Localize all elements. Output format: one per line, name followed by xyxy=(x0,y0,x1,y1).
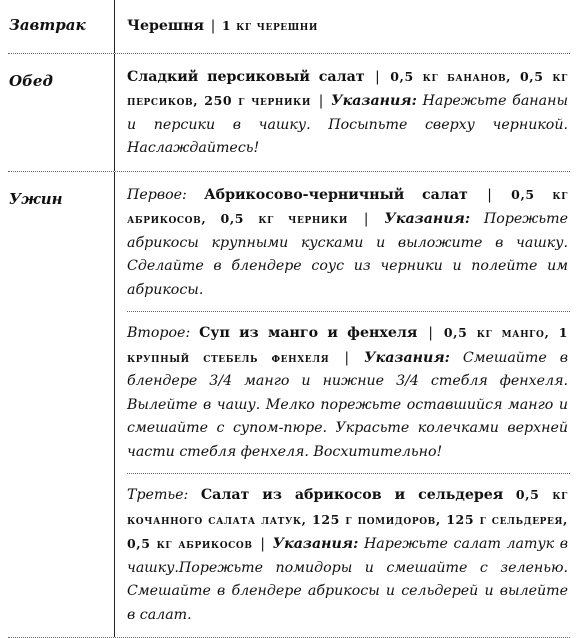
instructions-text: Нарежьте салат латук в чашку.Порежьте помидоры и смешайте с зеленью. Смешайте в блендере абрикосы и сельдерей и вылейте в салат. xyxy=(127,536,568,623)
breakfast-label: Завтрак xyxy=(8,0,114,53)
ingredients: 0,5 кг манго, 1 крупный стебель фенхеля xyxy=(127,325,568,365)
instructions-text: Порежьте абрикосы крупными кусками и выложите в чашку. Сделайте в блендере соус из черники и полейте им абрикосы. xyxy=(127,211,568,298)
separator: | xyxy=(342,350,351,366)
dinner-body xyxy=(114,172,570,638)
separator: | xyxy=(317,93,326,109)
lunch-recipe xyxy=(127,54,568,171)
instructions-text: Смешайте в блендере 3/4 манго и нижние 3/4 стебля фенхеля. Вылейте в чашу. Мелко порежьте оставшийся манго и смешайте с супом-пюре. Украсьте колечками верхней части стебля фенхеля. Восхитительно! xyxy=(127,350,568,460)
course-label: Третье: xyxy=(127,487,188,503)
lunch-body xyxy=(114,54,570,171)
dish-title: Черешня xyxy=(127,18,204,34)
ingredients: 0,5 кг кочанного салата латук, 125 г помидоров, 125 г сельдерея, 0,5 кг абрикосов xyxy=(127,487,568,551)
dish-title: Абрикосово-черничный салат xyxy=(204,187,468,203)
separator: | xyxy=(373,69,382,85)
instructions-label: Указания: xyxy=(384,211,470,227)
breakfast-body xyxy=(114,0,570,53)
instructions-text: Нарежьте бананы и персики в чашку. Посыпьте сверху черникой. Наслаждайтесь! xyxy=(127,93,568,156)
course-label: Первое: xyxy=(127,187,187,203)
separator: | xyxy=(485,187,494,203)
separator: | xyxy=(362,211,371,227)
dinner-label: Ужин xyxy=(8,172,114,638)
lunch-label: Обед xyxy=(8,54,114,171)
dinner-row xyxy=(8,172,570,638)
instructions-label: Указания: xyxy=(364,350,450,366)
breakfast-recipe xyxy=(127,0,568,53)
ingredients: 0,5 кг абрикосов, 0,5 кг черники xyxy=(127,187,568,227)
separator: | xyxy=(209,18,218,34)
dinner-first-course xyxy=(127,172,568,312)
ingredients: 1 кг черешни xyxy=(222,18,318,33)
dish-title: Суп из манго и фенхеля xyxy=(199,325,417,341)
separator: | xyxy=(426,325,435,341)
instructions-label: Указания: xyxy=(273,536,359,552)
separator: | xyxy=(258,536,267,552)
dinner-second-course xyxy=(127,312,568,473)
ingredients: 0,5 кг бананов, 0,5 кг персиков, 250 г черники xyxy=(127,69,568,109)
instructions-label: Указания: xyxy=(331,93,417,109)
dinner-third-course xyxy=(127,474,568,637)
dish-title: Салат из абрикосов и сельдерея xyxy=(201,487,503,503)
breakfast-row xyxy=(8,0,570,54)
course-label: Второе: xyxy=(127,325,190,341)
dish-title: Сладкий персиковый салат xyxy=(127,69,365,85)
lunch-row xyxy=(8,54,570,172)
